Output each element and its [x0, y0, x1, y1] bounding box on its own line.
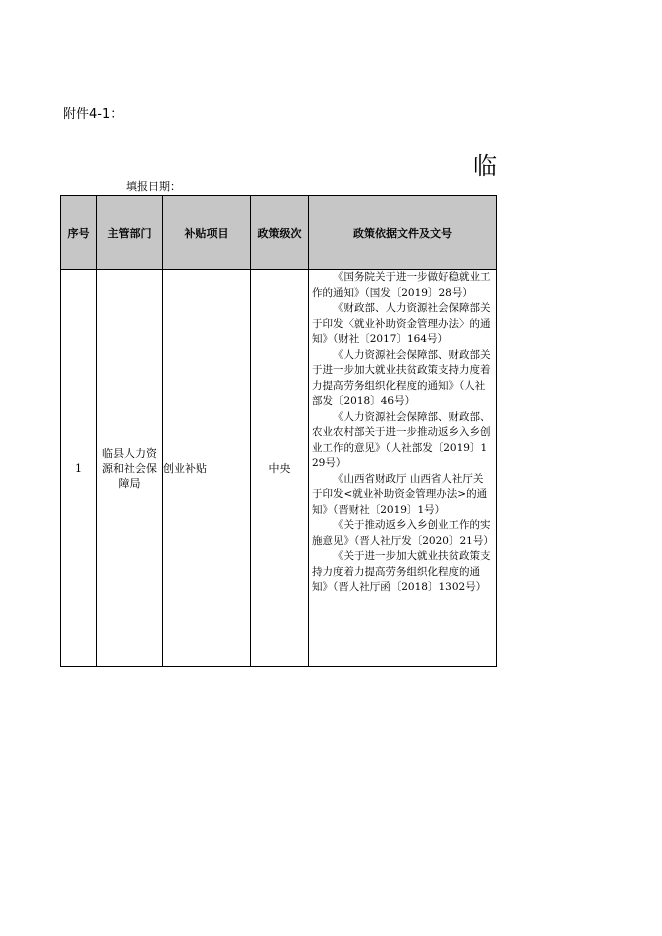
attachment-label: 附件4-1： — [63, 107, 124, 122]
column-header-policy-documents: 政策依据文件及文号 — [309, 196, 497, 270]
policy-document: 《财政部、人力资源社会保障部关于印发〈就业补助资金管理办法〉的通知》（财社〔2017〕164号） — [312, 302, 491, 345]
policy-document: 《山西省财政厅 山西省人社厅关于印发<就业补助资金管理办法>的通知》（晋财社〔2019〕1号） — [312, 472, 488, 516]
fill-date-label: 填报日期： — [126, 180, 181, 193]
policy-document: 《国务院关于进一步做好稳就业工作的通知》（国发〔2019〕28号） — [312, 271, 491, 299]
cell-policy-level: 中央 — [251, 270, 309, 667]
policy-documents-list — [309, 270, 496, 666]
policy-document: 《关于进一步加大就业扶贫政策支持力度着力提高劳务组织化程度的通知》（晋人社厅函〔2018〕1302号） — [312, 550, 491, 593]
cell-index: 1 — [61, 270, 97, 667]
table-row — [61, 270, 497, 667]
cell-subsidy-item: 创业补贴 — [163, 270, 251, 667]
cell-policy-documents — [309, 270, 497, 667]
policy-document: 《人力资源社会保障部、财政部关于进一步加大就业扶贫政策支持力度着力提高劳务组织化程度的通知》（人社部发〔2018〕46号） — [312, 348, 491, 407]
document-title: 临 — [473, 152, 497, 180]
policy-table — [60, 195, 497, 667]
column-header-subsidy-item: 补贴项目 — [163, 196, 251, 270]
policy-document: 《人力资源社会保障部、财政部、农业农村部关于进一步推动返乡入乡创业工作的意见》（人社部发〔2019〕129号） — [312, 410, 491, 469]
cell-department: 临县人力资源和社会保障局 — [97, 270, 163, 667]
policy-document: 《关于推动返乡入乡创业工作的实施意见》（晋人社厅发〔2020〕21号） — [312, 519, 494, 547]
column-header-policy-level: 政策级次 — [251, 196, 309, 270]
column-header-index: 序号 — [61, 196, 97, 270]
table-header-row — [61, 196, 497, 270]
column-header-department: 主管部门 — [97, 196, 163, 270]
